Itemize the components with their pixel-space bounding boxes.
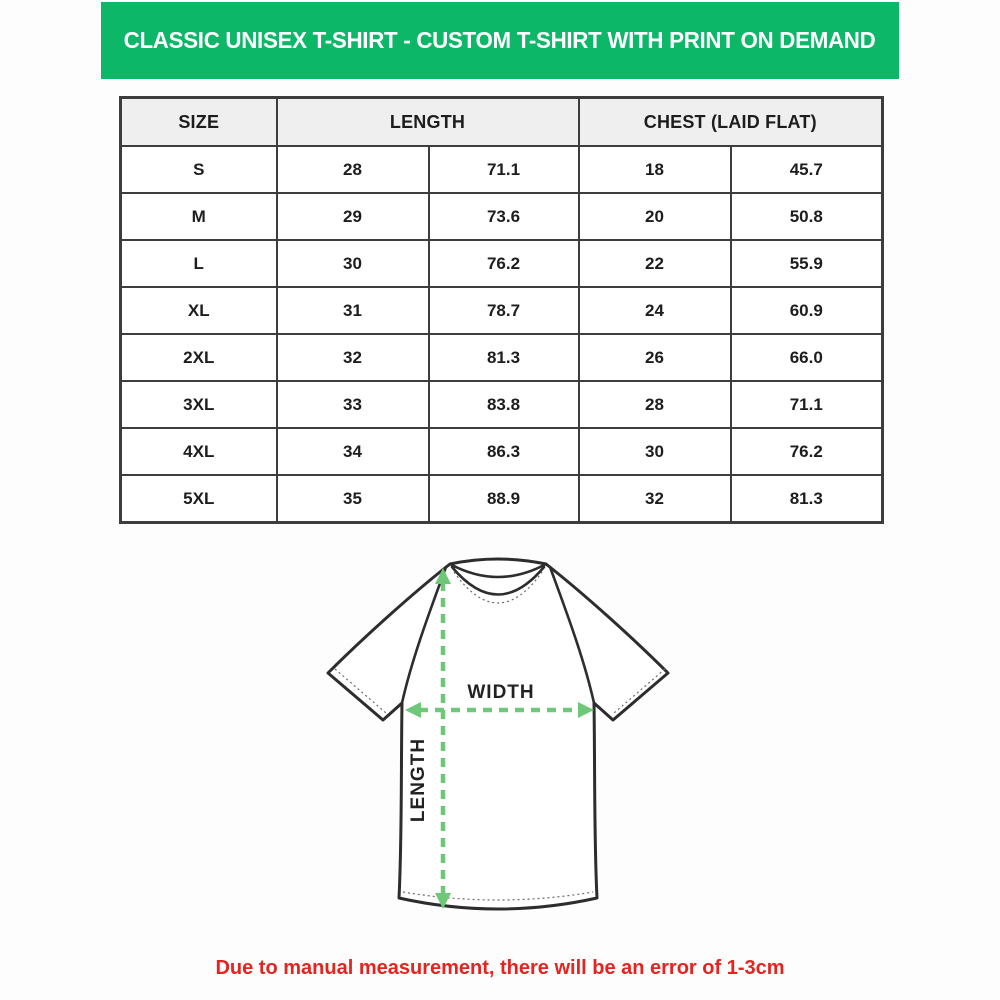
table-row (121, 381, 883, 428)
chest-cm-cell: 45.7 (731, 146, 883, 193)
length-in-cell: 31 (277, 287, 429, 334)
length-in-cell: 33 (277, 381, 429, 428)
table-row (121, 334, 883, 381)
size-cell: 4XL (121, 428, 277, 475)
size-cell: M (121, 193, 277, 240)
size-chart-table (119, 96, 884, 524)
chest-cm-cell: 81.3 (731, 475, 883, 523)
width-dimension-label: WIDTH (467, 682, 535, 703)
chest-cm-cell: 60.9 (731, 287, 883, 334)
length-cm-cell: 86.3 (429, 428, 579, 475)
length-cm-cell: 81.3 (429, 334, 579, 381)
chest-in-cell: 22 (579, 240, 731, 287)
measurement-note: Due to manual measurement, there will be an error of 1-3cm (215, 956, 785, 979)
chest-in-cell: 18 (579, 146, 731, 193)
title-banner (101, 2, 899, 79)
header-length: LENGTH (277, 98, 579, 147)
header-chest: CHEST (LAID FLAT) (579, 98, 883, 147)
table-row (121, 475, 883, 523)
size-cell: 2XL (121, 334, 277, 381)
chest-in-cell: 32 (579, 475, 731, 523)
length-in-cell: 35 (277, 475, 429, 523)
length-cm-cell: 88.9 (429, 475, 579, 523)
size-cell: 5XL (121, 475, 277, 523)
chest-cm-cell: 55.9 (731, 240, 883, 287)
length-in-cell: 29 (277, 193, 429, 240)
table-row (121, 240, 883, 287)
length-cm-cell: 76.2 (429, 240, 579, 287)
table-row (121, 146, 883, 193)
table-header-row (121, 98, 883, 147)
length-cm-cell: 71.1 (429, 146, 579, 193)
length-in-cell: 30 (277, 240, 429, 287)
chest-in-cell: 28 (579, 381, 731, 428)
chest-in-cell: 30 (579, 428, 731, 475)
table-row (121, 428, 883, 475)
table-row (121, 287, 883, 334)
header-size: SIZE (121, 98, 277, 147)
chest-in-cell: 26 (579, 334, 731, 381)
table-row (121, 193, 883, 240)
size-cell: S (121, 146, 277, 193)
chest-cm-cell: 50.8 (731, 193, 883, 240)
length-in-cell: 34 (277, 428, 429, 475)
size-cell: 3XL (121, 381, 277, 428)
length-cm-cell: 78.7 (429, 287, 579, 334)
tshirt-outline (328, 559, 668, 909)
length-dimension-label: LENGTH (408, 737, 429, 823)
chest-cm-cell: 76.2 (731, 428, 883, 475)
chest-cm-cell: 66.0 (731, 334, 883, 381)
page-title: CLASSIC UNISEX T-SHIRT - CUSTOM T-SHIRT WITH PRINT ON DEMAND (124, 27, 876, 53)
size-cell: XL (121, 287, 277, 334)
length-in-cell: 32 (277, 334, 429, 381)
chest-in-cell: 24 (579, 287, 731, 334)
chest-cm-cell: 71.1 (731, 381, 883, 428)
length-cm-cell: 83.8 (429, 381, 579, 428)
size-cell: L (121, 240, 277, 287)
length-cm-cell: 73.6 (429, 193, 579, 240)
length-in-cell: 28 (277, 146, 429, 193)
tshirt-diagram (313, 548, 687, 924)
chest-in-cell: 20 (579, 193, 731, 240)
